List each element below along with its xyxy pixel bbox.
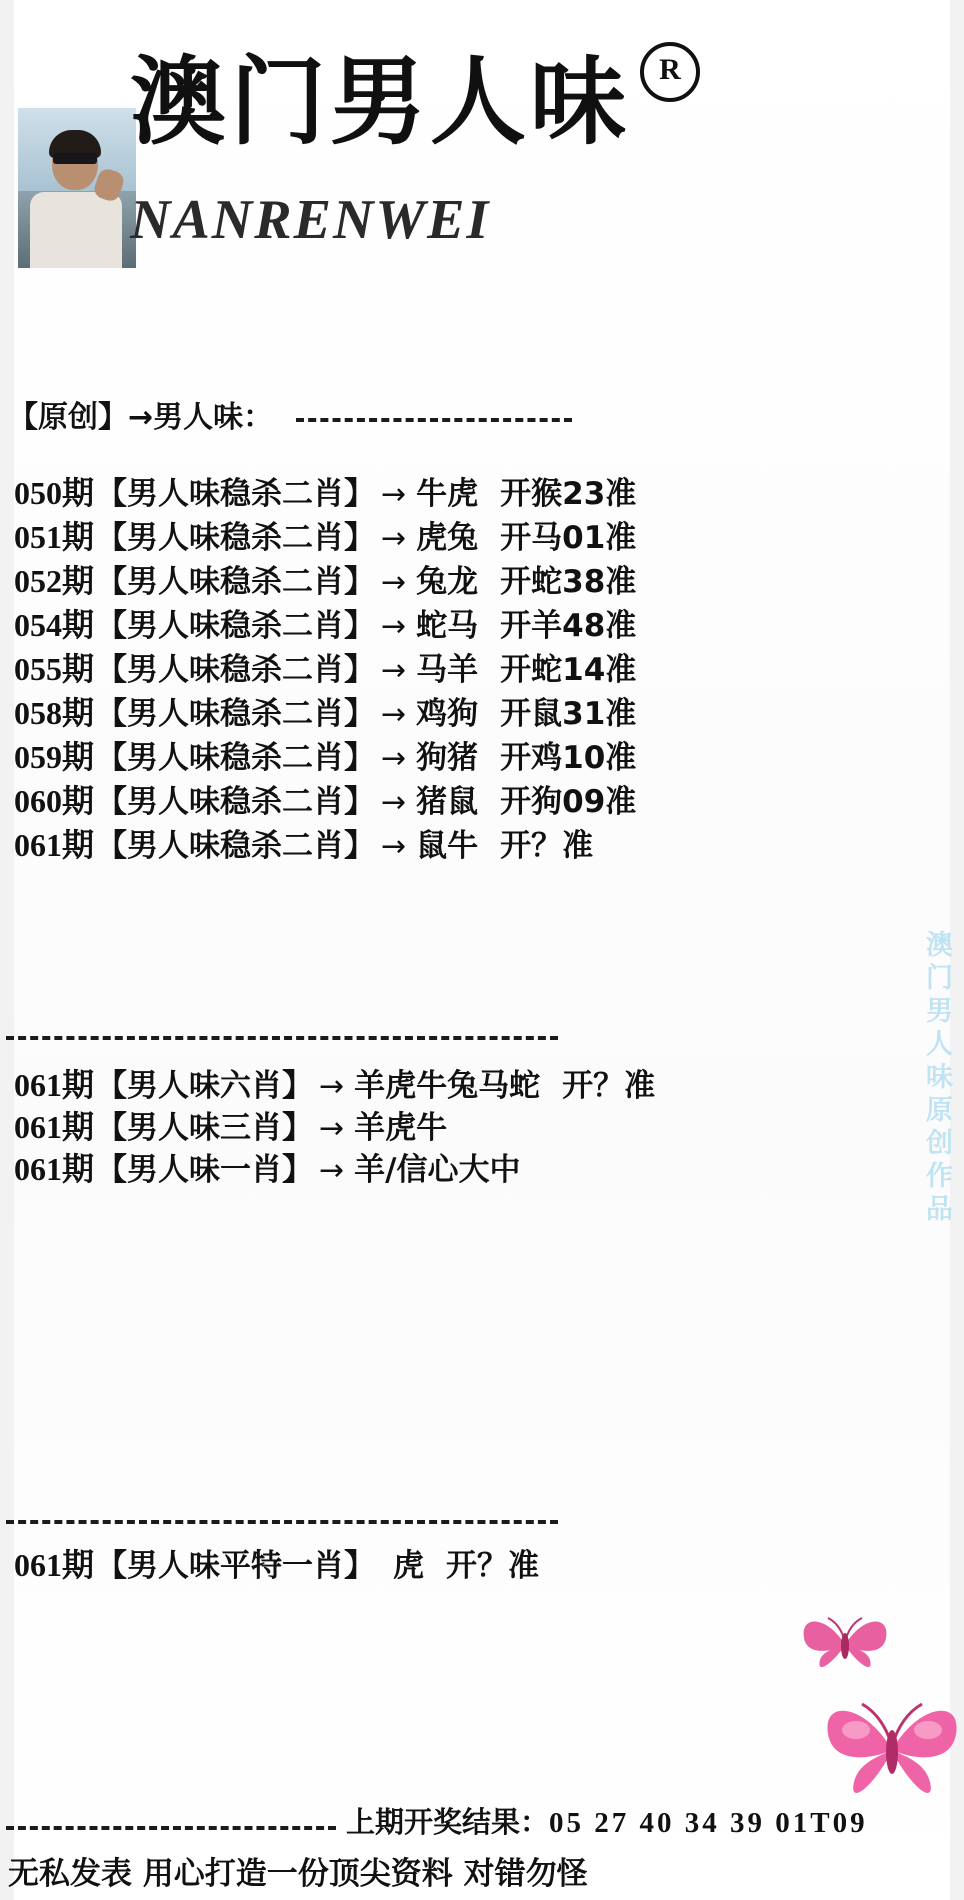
row-picks: 猪鼠 [416, 784, 479, 820]
row-title: 【男人味六肖】 [96, 1068, 314, 1104]
row-issue: 051期 [14, 519, 95, 555]
divider-4 [6, 1826, 336, 1830]
row-issue: 055期 [14, 651, 95, 687]
row-picks: 牛虎 [416, 476, 479, 512]
table-row [14, 1060, 894, 1102]
row-issue: 058期 [14, 695, 95, 731]
last-draw-result [346, 1800, 868, 1841]
arrow-icon: → [381, 565, 407, 600]
page-title-romanized: NANRENWEI [130, 189, 491, 251]
last-draw-label: 上期开奖结果： [346, 1805, 550, 1839]
arrow-icon: → [381, 653, 407, 688]
table-row [14, 468, 894, 512]
row-title: 【男人味稳杀二肖】 [96, 564, 376, 600]
row-result: 开马01准 [500, 520, 637, 556]
arrow-icon: → [381, 477, 407, 512]
row-title: 【男人味稳杀二肖】 [96, 828, 376, 864]
table-row [14, 556, 894, 600]
row-picks: 兔龙 [416, 564, 479, 600]
page-title: 澳门男人味 [130, 46, 630, 158]
arrow-icon: → [319, 1111, 345, 1146]
row-issue: 050期 [14, 475, 95, 511]
arrow-icon: → [319, 1069, 345, 1104]
row-result: 开狗09准 [500, 784, 637, 820]
row-result: 开？准 [500, 828, 594, 864]
row-issue: 061期 [14, 1151, 95, 1187]
arrow-icon: → [381, 785, 407, 820]
arrow-icon: → [381, 829, 407, 864]
table-row [14, 1144, 894, 1186]
row-picks: 马羊 [416, 652, 479, 688]
row-title: 【男人味稳杀二肖】 [96, 652, 376, 688]
sunglasses-icon [53, 153, 97, 164]
row-title: 【男人味三肖】 [96, 1110, 314, 1146]
row-title: 【男人味稳杀二肖】 [96, 608, 376, 644]
page-header [0, 0, 964, 330]
arrow-icon: → [381, 521, 407, 556]
divider-3 [6, 1520, 558, 1524]
footer-slogan: 无私发表 用心打造一份顶尖资料 对错勿怪 [8, 1856, 588, 1892]
arrow-icon: → [381, 609, 407, 644]
table-row [14, 644, 894, 688]
row-picks: 羊虎牛 [354, 1110, 448, 1146]
row-result: 开鸡10准 [500, 740, 637, 776]
row-result: 开蛇14准 [500, 652, 637, 688]
row-picks: 羊虎牛兔马蛇 [354, 1068, 541, 1104]
avatar-body [30, 192, 122, 268]
last-draw-numbers: 05 27 40 34 39 01T09 [549, 1807, 868, 1839]
row-picks: 羊/信心大中 [354, 1152, 521, 1188]
prediction-list-mid [14, 1060, 894, 1186]
row-picks: 虎兔 [416, 520, 479, 556]
row-issue: 061期 [14, 1547, 95, 1583]
table-row [14, 688, 894, 732]
row-title: 【男人味稳杀二肖】 [96, 476, 376, 512]
arrow-icon: → [381, 697, 407, 732]
row-picks: 狗猪 [416, 740, 479, 776]
row-issue: 052期 [14, 563, 95, 599]
row-issue: 054期 [14, 607, 95, 643]
avatar [18, 108, 136, 268]
table-row [14, 512, 894, 556]
row-issue: 060期 [14, 783, 95, 819]
table-row [14, 1102, 894, 1144]
row-result: 开？准 [446, 1548, 540, 1584]
row-picks: 蛇马 [416, 608, 479, 644]
row-issue: 059期 [14, 739, 95, 775]
divider-2 [6, 1036, 558, 1040]
row-picks: 鼠牛 [416, 828, 479, 864]
row-title: 【男人味稳杀二肖】 [96, 784, 376, 820]
watermark-vertical: 澳门男人味原创作品 [921, 930, 952, 1227]
row-title: 【男人味稳杀二肖】 [96, 740, 376, 776]
section-label-original: 【原创】→男人味： [8, 400, 274, 435]
table-row [14, 732, 894, 776]
row-result: 开鼠31准 [500, 696, 637, 732]
table-row [14, 600, 894, 644]
row-title: 【男人味一肖】 [96, 1152, 314, 1188]
table-row [14, 820, 894, 864]
row-result: 开？准 [562, 1068, 656, 1104]
row-issue: 061期 [14, 827, 95, 863]
divider-1 [296, 418, 572, 422]
prediction-list-main [14, 468, 894, 864]
row-title: 【男人味稳杀二肖】 [96, 696, 376, 732]
prediction-list-bottom [14, 1540, 894, 1582]
row-issue: 061期 [14, 1109, 95, 1145]
registered-trademark-icon: R [640, 42, 700, 102]
arrow-icon: → [381, 741, 407, 776]
table-row [14, 776, 894, 820]
row-result: 开猴23准 [500, 476, 637, 512]
row-issue: 061期 [14, 1067, 95, 1103]
row-title: 【男人味稳杀二肖】 [96, 520, 376, 556]
row-result: 开蛇38准 [500, 564, 637, 600]
table-row [14, 1540, 894, 1582]
row-title: 【男人味平特一肖】 [96, 1548, 376, 1584]
row-picks: 虎 [393, 1548, 425, 1584]
arrow-icon: → [319, 1153, 345, 1188]
row-result: 开羊48准 [500, 608, 637, 644]
row-picks: 鸡狗 [416, 696, 479, 732]
